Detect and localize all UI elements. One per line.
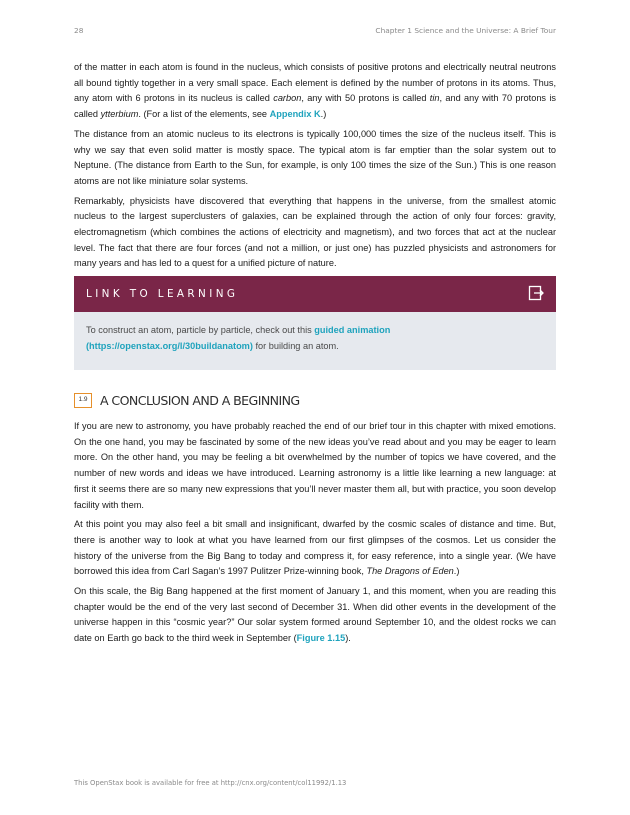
intro-text [74,60,556,276]
section-title: A CONCLUSION AND A BEGINNING [100,393,300,408]
link-to-learning-title: LINK TO LEARNING [86,288,239,300]
paragraph-cosmic-year: At this point you may also feel a bit small and insignificant, dwarfed by the cosmic scales of distance and time. But, there is another way to look at what you have learned from our first glimpses of the cosmos. Let us consider the history of the universe from the Big Bang to today and compress it, for easy reference, into a single year. (We have borrowed this idea from Carl Sagan’s 1997 Pulitzer Prize-winning book, The Dragons of Eden.) [74,519,556,577]
guided-animation-link[interactable]: guided animation (https://openstax.org/l/30buildanatom) [86,325,391,351]
paragraph-big-bang-scale: On this scale, the Big Bang happened at the first moment of January 1, and this moment, when you are reading this chapter would be the end of the very last second of December 31. When did other events in the development of the universe happen in this “cosmic year?” Our solar system formed around September 10, and the oldest rocks we can date on Earth go back to the third week in September (Figure 1.15). [74,586,556,644]
paragraph-atom-nucleus: of the matter in each atom is found in the nucleus, which consists of positive protons and electrically neutral neutrons all bound tightly together in a very small space. Each element is defined by the number of protons in its atoms. Thus, any atom with 6 protons in its nucleus is called carbon, any with 50 protons is called tin, and any with 70 protons is called ytterbium. (For a list of the elements, see Appendix K.) [74,62,556,120]
external-link-icon [528,285,544,301]
section-text [74,419,556,651]
paragraph-atom-distance: The distance from an atomic nucleus to its electrons is typically 100,000 times the size of the nucleus itself. This is why we say that even solid matter is mostly space. The typical atom is far emptier than the solar system out to Neptune. (The distance from Earth to the Sun, for example, is only 100 times the size of the Sun.) This is one reason atoms are not like miniature solar systems. [74,128,556,186]
page-number: 28 [74,26,84,35]
link-to-learning-box [74,276,556,370]
section-number-badge: 1.9 [74,393,92,408]
figure-1-15-link[interactable]: Figure 1.15 [296,633,346,644]
paragraph-new-to-astronomy: If you are new to astronomy, you have probably reached the end of our brief tour in this chapter with mixed emotions. On the one hand, you may be fascinated by some of the new ideas you’ve read about and you may be eager to learn more. On the other hand, you may be feeling a bit overwhelmed by the number of topics we have covered, and the number of new words and ideas we have introduced. Learning astronomy is a little like learning a new language: at first it seems there are so many new expressions that you’ll never master them all, but with practice, you soon develop facility with them. [74,421,556,510]
page-footer: This OpenStax book is available for free at http://cnx.org/content/col11992/1.13 [74,779,347,787]
link-to-learning-header [74,276,556,312]
appendix-k-link[interactable]: Appendix K [269,109,321,120]
paragraph-four-forces: Remarkably, physicists have discovered that everything that happens in the universe, from the smallest atomic nucleus to the largest superclusters of galaxies, can be explained through the action of only four forces: gravity, electromagnetism (which combines the actions of electricity and magnetism), and two forces that act at the nuclear level. The fact that there are four forces (and not a million, or just one) has puzzled physicists and astronomers for many years and has led to a quest for a unified picture of nature. [74,195,556,269]
chapter-title: Chapter 1 Science and the Universe: A Brief Tour [375,26,556,35]
section-heading [74,392,556,410]
running-head [74,26,556,38]
link-to-learning-text: To construct an atom, particle by particle, check out this guided animation (https://openstax.org/l/30buildanatom) for building an atom. [86,325,391,351]
